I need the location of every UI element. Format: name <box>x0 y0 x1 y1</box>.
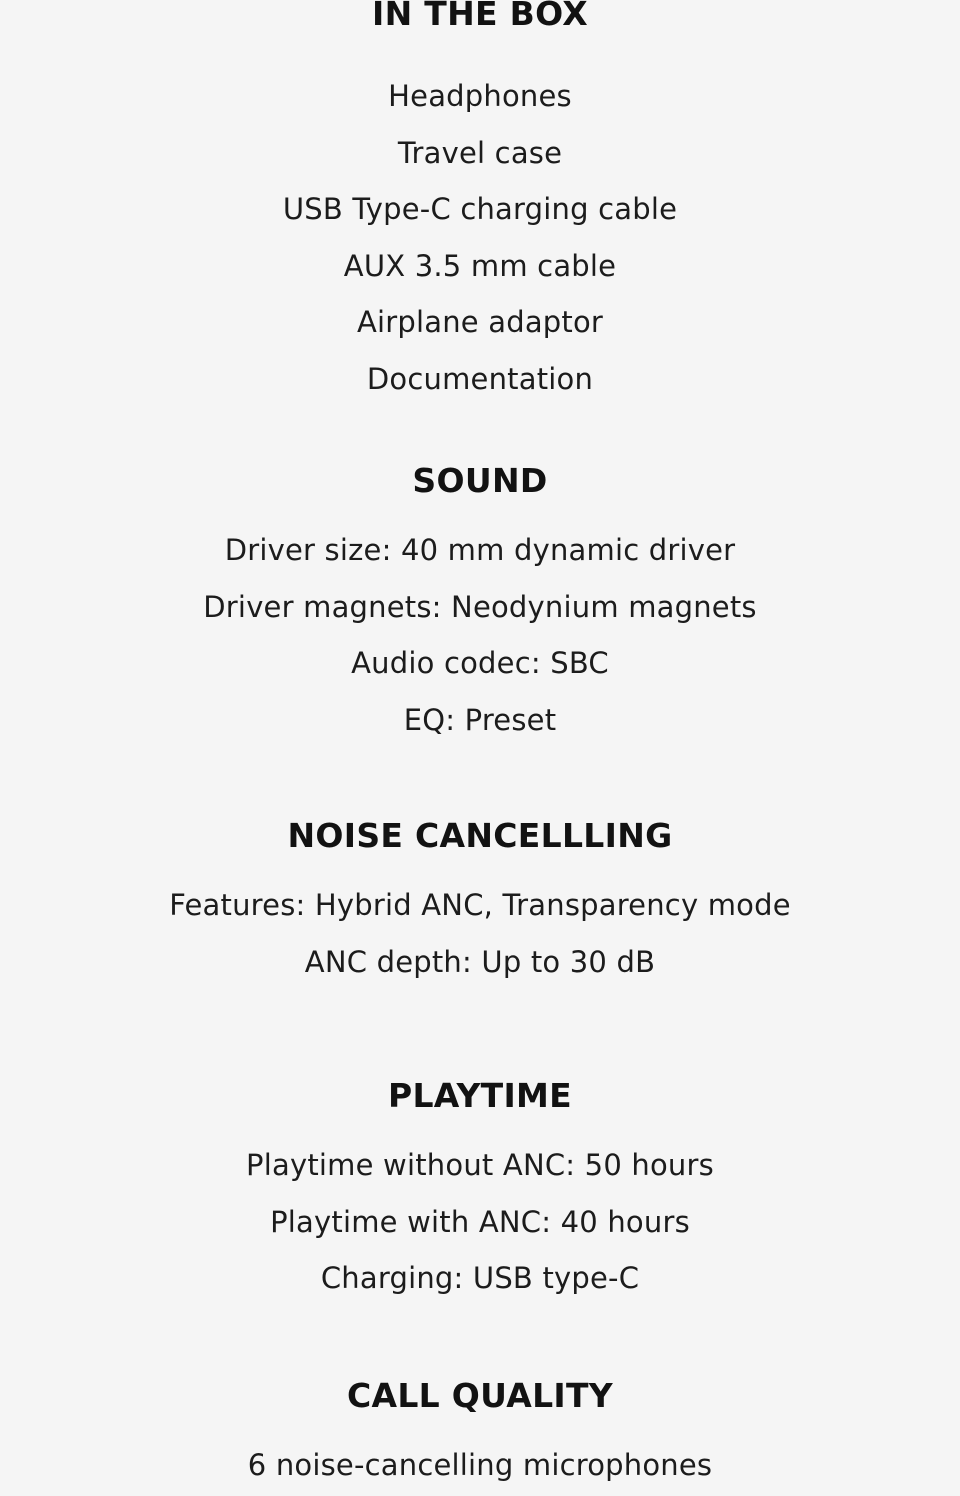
spec-list <box>0 1137 960 1307</box>
spec-item: ANC depth: Up to 30 dB <box>304 944 656 979</box>
spec-item: 6 noise-cancelling microphones <box>247 1448 713 1482</box>
spec-list <box>0 1437 960 1494</box>
spec-item: Headphones <box>388 79 572 113</box>
spec-item: Charging: USB type-C <box>320 1261 640 1296</box>
section-noise-cancelling <box>0 816 960 990</box>
spec-item: Airplane adaptor <box>356 305 604 340</box>
spec-item: Features: Hybrid ANC, Transparency mode <box>169 888 791 922</box>
spec-item: AUX 3.5 mm cable <box>343 248 617 283</box>
spec-item: Driver size: 40 mm dynamic driver <box>224 533 736 567</box>
section-playtime <box>0 1076 960 1307</box>
section-heading: CALL QUALITY <box>347 1376 613 1415</box>
spec-item: EQ: Preset <box>403 702 557 737</box>
section-sound <box>0 461 960 748</box>
spec-item: USB Type-C charging cable <box>282 192 678 227</box>
spec-list <box>0 877 960 990</box>
section-heading: IN THE BOX <box>371 0 589 33</box>
section-call-quality <box>0 1376 960 1494</box>
spec-item: Audio codec: SBC <box>351 646 609 681</box>
section-in-the-box <box>0 0 960 408</box>
spec-list <box>0 68 960 408</box>
spec-list <box>0 522 960 748</box>
section-heading: NOISE CANCELLLING <box>287 816 673 855</box>
spec-item: Travel case <box>397 135 563 170</box>
spec-item: Documentation <box>366 361 594 396</box>
spec-item: Driver magnets: Neodynium magnets <box>203 589 757 624</box>
spec-item: Playtime without ANC: 50 hours <box>246 1148 714 1182</box>
section-heading: PLAYTIME <box>387 1076 573 1115</box>
section-heading: SOUND <box>412 461 548 500</box>
spec-item: Playtime with ANC: 40 hours <box>270 1204 690 1239</box>
